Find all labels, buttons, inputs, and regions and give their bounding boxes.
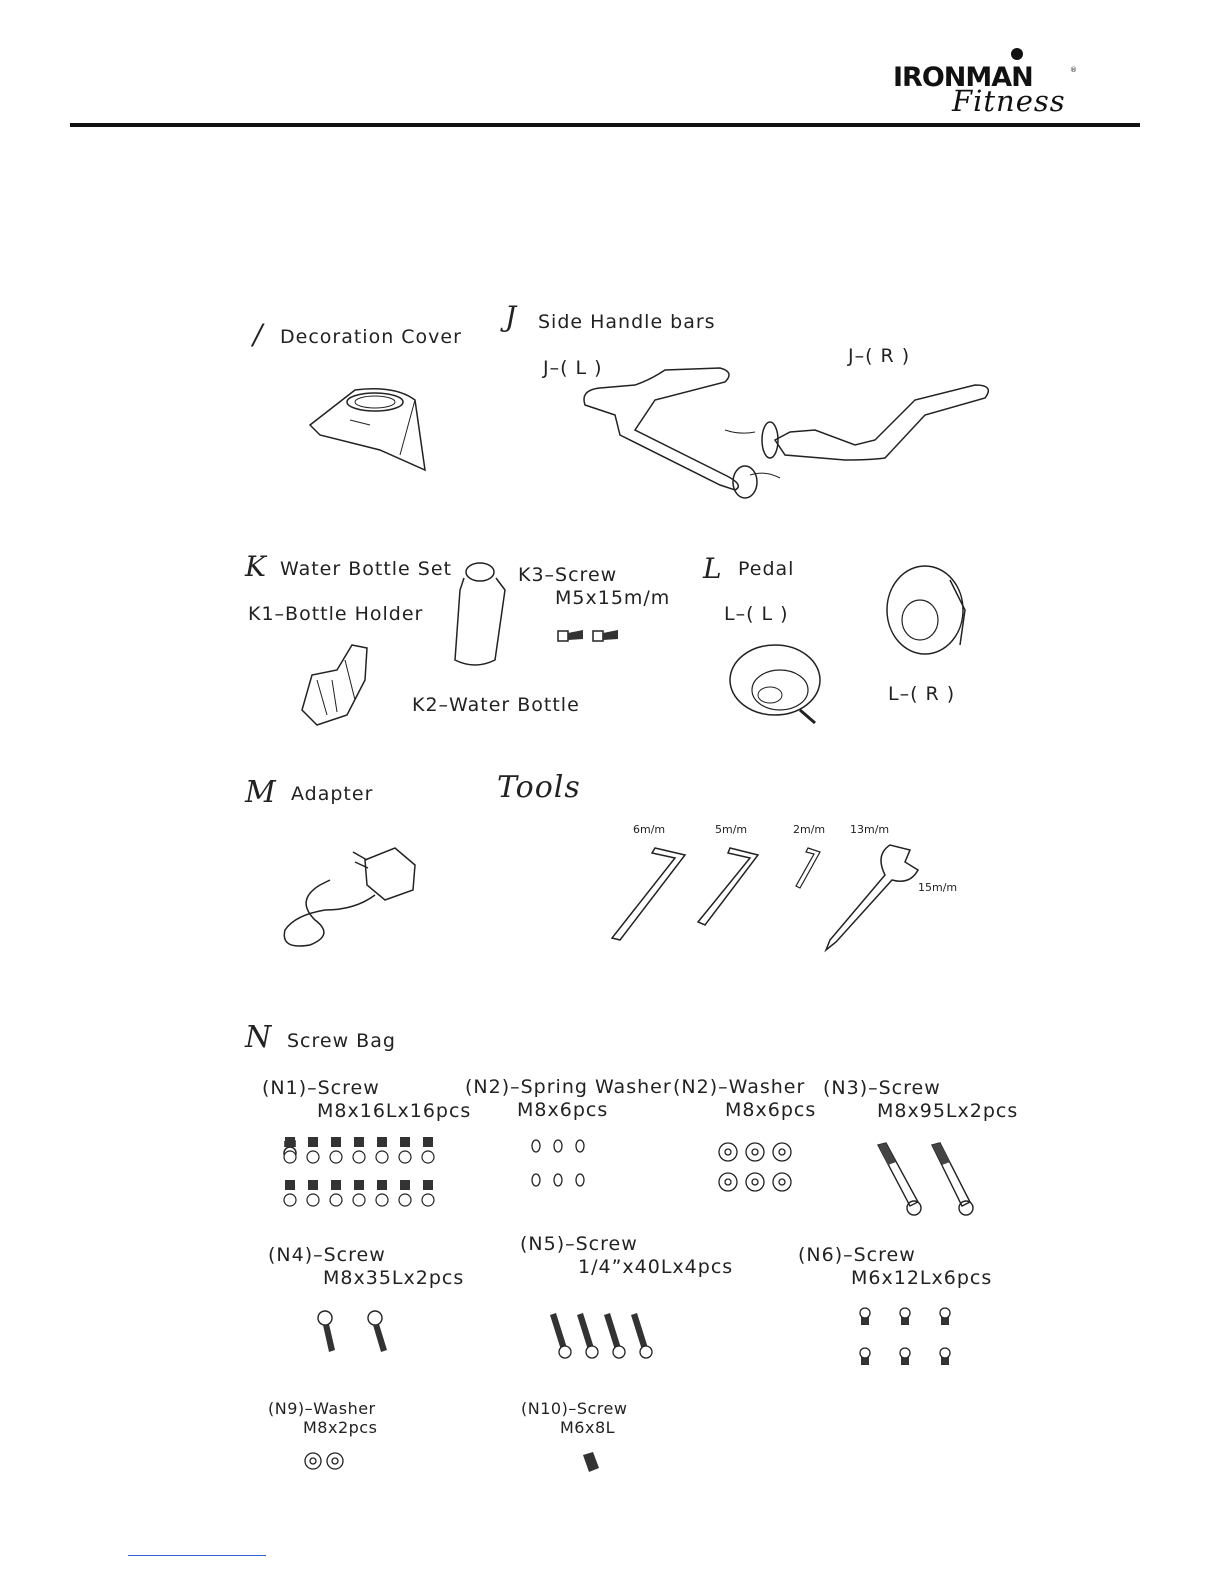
part-j-label: Side Handle bars xyxy=(538,311,716,333)
bottle-holder-icon xyxy=(297,640,377,730)
water-bottle-icon xyxy=(450,560,510,670)
n1-screws-icon xyxy=(280,1135,445,1210)
logo-registered: ® xyxy=(1070,66,1077,74)
n6-screws-icon xyxy=(855,1305,955,1370)
n3-label-2: M8x95Lx2pcs xyxy=(877,1100,1019,1122)
n4-label-1: (N4)–Screw xyxy=(268,1244,386,1266)
logo-wordmark: IRONMAN xyxy=(893,62,1033,93)
part-k-letter: K xyxy=(245,550,267,583)
spanner-13-label: 13m/m xyxy=(850,823,890,836)
logo-dot-icon xyxy=(1011,48,1023,60)
n10-screw-icon xyxy=(580,1450,602,1474)
n3-label-1: (N3)–Screw xyxy=(823,1077,941,1099)
decoration-cover-icon xyxy=(300,380,440,480)
n6-label-1: (N6)–Screw xyxy=(798,1244,916,1266)
footer-link-underline xyxy=(128,1555,266,1556)
wrench-6-label: 6m/m xyxy=(633,823,666,836)
n1-label-1: (N1)–Screw xyxy=(262,1077,380,1099)
n6-label-2: M6x12Lx6pcs xyxy=(851,1267,993,1289)
n2-spring-washers-icon xyxy=(528,1138,588,1188)
side-handle-bars-icon xyxy=(575,360,1005,500)
part-i-label: Decoration Cover xyxy=(280,326,462,348)
adapter-icon xyxy=(275,840,425,955)
n2a-label-1: (N2)–Spring Washer xyxy=(465,1076,672,1098)
n9-washers-icon xyxy=(303,1450,348,1472)
part-l-letter: L xyxy=(703,552,723,585)
part-l-right-label: L–( R ) xyxy=(888,683,956,705)
part-j-left-label: J–( L ) xyxy=(543,357,603,379)
n2-washers-icon xyxy=(718,1140,793,1198)
n10-label-2: M6x8L xyxy=(560,1418,616,1437)
wrench-5-label: 5m/m xyxy=(715,823,748,836)
part-k3-label-2: M5x15m/m xyxy=(555,587,671,609)
part-l-label: Pedal xyxy=(738,558,795,580)
spanner-15-label: 15m/m xyxy=(918,881,958,894)
n2b-label-2: M8x6pcs xyxy=(725,1099,817,1121)
n9-label-2: M8x2pcs xyxy=(303,1418,378,1437)
pedal-right-icon xyxy=(880,560,975,660)
part-k2-label: K2–Water Bottle xyxy=(412,694,580,716)
part-n-label: Screw Bag xyxy=(287,1030,396,1052)
k3-screws-icon xyxy=(555,625,625,650)
part-l-left-label: L–( L ) xyxy=(724,603,789,625)
n10-label-1: (N10)–Screw xyxy=(521,1399,628,1418)
part-m-label: Adapter xyxy=(291,783,374,805)
tools-icon xyxy=(600,840,980,950)
part-j-letter: J xyxy=(505,300,518,333)
n3-screws-icon xyxy=(870,1140,985,1218)
n9-label-1: (N9)–Washer xyxy=(268,1399,376,1418)
n4-label-2: M8x35Lx2pcs xyxy=(323,1267,465,1289)
n5-label-1: (N5)–Screw xyxy=(520,1233,638,1255)
n1-label-2: M8x16Lx16pcs xyxy=(317,1100,472,1122)
part-k3-label-1: K3–Screw xyxy=(518,564,618,586)
part-m-letter: M xyxy=(245,775,277,810)
part-k1-label: K1–Bottle Holder xyxy=(248,603,424,625)
n2b-label-1: (N2)–Washer xyxy=(673,1076,806,1098)
tools-title: Tools xyxy=(497,770,581,805)
part-i-letter: / xyxy=(253,318,264,351)
pedal-left-icon xyxy=(725,635,835,730)
part-j-right-label: J–( R ) xyxy=(848,345,911,367)
n2a-label-2: M8x6pcs xyxy=(517,1099,609,1121)
wrench-2-label: 2m/m xyxy=(793,823,826,836)
n4-screws-icon xyxy=(315,1310,395,1355)
n5-screws-icon xyxy=(545,1310,670,1360)
n5-label-2: 1/4”x40Lx4pcs xyxy=(578,1256,734,1278)
part-k-label: Water Bottle Set xyxy=(280,558,452,580)
header-rule xyxy=(70,123,1140,127)
logo-script: Fitness xyxy=(952,84,1066,118)
part-n-letter: N xyxy=(245,1020,273,1055)
